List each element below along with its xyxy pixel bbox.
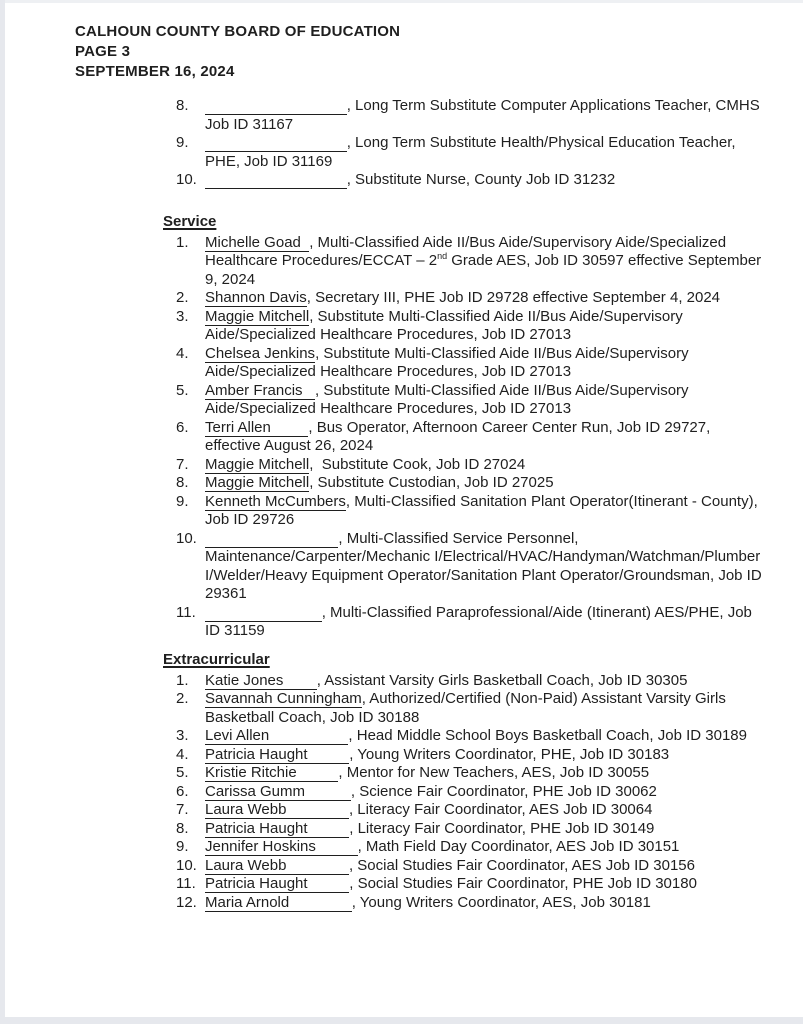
item-description: , Young Writers Coordinator, PHE, Job ID 30183 <box>349 745 670 763</box>
scan-edge-left <box>0 0 5 1024</box>
item-number: 12. <box>176 893 197 911</box>
item-text <box>205 474 762 493</box>
document-body <box>75 22 765 912</box>
person-name: Maria Arnold <box>205 893 352 911</box>
item-description: , Multi-Classified Paraprofessional/Aide (Itinerant) AES/PHE, Job ID 31159 <box>205 603 752 639</box>
item-description: , Multi-Classified Sanitation Plant Operator(Itinerant - County), Job ID 29726 <box>205 492 758 528</box>
ordinal-superscript: nd <box>437 251 448 261</box>
item-description: , Substitute Multi-Classified Aide II/Bus Aide/Supervisory Aide/Specialized Healthcare Procedures, Job ID 27013 <box>205 381 689 417</box>
item-description: , Young Writers Coordinator, AES, Job 30181 <box>351 893 651 911</box>
item-description: , Multi-Classified Aide II/Bus Aide/Supervisory Aide/Specialized Healthcare Procedures/ECCAT – 2 <box>205 233 727 269</box>
item-description: , Long Term Substitute Health/Physical Education Teacher, PHE, Job ID 31169 <box>205 134 736 170</box>
meeting-date: SEPTEMBER 16, 2024 <box>75 63 235 80</box>
item-text <box>205 783 762 802</box>
item-text <box>205 134 762 171</box>
item-description: , Literacy Fair Coordinator, PHE Job ID 30149 <box>349 819 655 837</box>
item-text <box>205 672 762 691</box>
list-item <box>176 783 762 802</box>
item-text <box>205 875 762 894</box>
list-item <box>176 308 762 345</box>
list-item <box>176 171 762 190</box>
item-number: 9. <box>176 134 189 151</box>
item-number: 11. <box>176 875 196 892</box>
person-name: Terri Allen <box>205 418 309 436</box>
list-item <box>176 289 762 308</box>
item-description: , Authorized/Certified (Non-Paid) Assistant Varsity Girls Basketball Coach, Job ID 30188 <box>205 690 726 726</box>
item-text <box>205 308 762 345</box>
blank-name-line <box>205 171 347 189</box>
item-description: , Mentor for New Teachers, AES, Job ID 30055 <box>338 764 650 781</box>
person-name: Shannon Davis <box>205 289 307 306</box>
person-name: Patricia Haught <box>205 745 350 763</box>
item-text <box>205 419 762 456</box>
item-text <box>205 727 762 746</box>
document-header <box>75 22 765 82</box>
item-number: 11. <box>176 603 196 621</box>
person-name: Maggie Mitchell <box>205 455 310 473</box>
item-number: 10. <box>176 529 197 547</box>
item-number: 1. <box>176 233 189 251</box>
item-text <box>205 456 762 475</box>
scan-edge-bottom <box>0 1017 803 1024</box>
item-number: 3. <box>176 727 189 744</box>
person-name: Maggie Mitchell <box>205 474 310 491</box>
person-name: Kristie Ritchie <box>205 764 339 781</box>
service-list <box>176 234 762 641</box>
list-item <box>176 727 762 746</box>
person-name: Jennifer Hoskins <box>205 838 358 855</box>
list-item <box>176 134 762 171</box>
list-item <box>176 419 762 456</box>
list-item <box>176 746 762 765</box>
item-number: 8. <box>176 97 189 114</box>
page-number: PAGE 3 <box>75 43 131 60</box>
item-number: 6. <box>176 418 189 436</box>
item-text <box>205 382 762 419</box>
item-text <box>205 746 762 765</box>
item-text <box>205 690 762 727</box>
person-name: Laura Webb <box>205 801 349 818</box>
scan-edge-top <box>0 0 803 3</box>
person-name: Michelle Goad <box>205 233 310 251</box>
person-name: Patricia Haught <box>205 875 350 892</box>
item-description: , Bus Operator, Afternoon Career Center Run, Job ID 29727, effective August 26, 2024 <box>205 418 711 454</box>
person-name: Patricia Haught <box>205 819 350 837</box>
item-text <box>205 604 762 641</box>
blank-name-line <box>205 134 347 152</box>
item-description: , Long Term Substitute Computer Applications Teacher, CMHS Job ID 31167 <box>205 97 760 133</box>
item-number: 5. <box>176 764 189 781</box>
section-heading-extracurricular: Extracurricular <box>163 650 270 668</box>
person-name: Carissa Gumm <box>205 782 351 800</box>
item-description: , Substitute Multi-Classified Aide II/Bus Aide/Supervisory Aide/Specialized Healthcare Procedures, Job ID 27013 <box>205 344 689 380</box>
list-item <box>176 875 762 894</box>
item-text <box>205 171 762 190</box>
list-item <box>176 97 762 134</box>
person-name: Savannah Cunningham <box>205 690 362 707</box>
item-text <box>205 857 762 876</box>
item-description: , Substitute Cook, Job ID 27024 <box>309 455 526 473</box>
list-item <box>176 474 762 493</box>
item-number: 2. <box>176 690 189 707</box>
item-number: 9. <box>176 838 189 855</box>
item-description: , Social Studies Fair Coordinator, AES Job ID 30156 <box>348 856 695 874</box>
person-name: Katie Jones <box>205 671 317 689</box>
item-text <box>205 345 762 382</box>
item-number: 9. <box>176 492 189 510</box>
list-item <box>176 456 762 475</box>
item-description: , Substitute Multi-Classified Aide II/Bus Aide/Supervisory Aide/Specialized Healthcare Procedures, Job ID 27013 <box>205 307 683 343</box>
list-item <box>176 801 762 820</box>
extracurricular-list <box>176 672 762 913</box>
blank-name-line <box>205 530 338 548</box>
item-number: 4. <box>176 745 189 763</box>
item-text <box>205 894 762 913</box>
item-number: 6. <box>176 782 189 800</box>
person-name: Amber Francis <box>205 381 316 399</box>
item-description: , Head Middle School Boys Basketball Coach, Job ID 30189 <box>348 727 747 744</box>
item-number: 3. <box>176 307 189 325</box>
item-number: 4. <box>176 344 189 362</box>
personnel-list-continued <box>176 97 762 190</box>
list-item <box>176 345 762 382</box>
list-item <box>176 382 762 419</box>
item-number: 8. <box>176 474 189 491</box>
list-item <box>176 894 762 913</box>
item-description: , Secretary III, PHE Job ID 29728 effective September 4, 2024 <box>306 289 721 306</box>
item-text <box>205 801 762 820</box>
person-name: Levi Allen <box>205 727 349 744</box>
item-description: , Math Field Day Coordinator, AES Job ID 30151 <box>357 838 680 855</box>
item-number: 10. <box>176 171 197 188</box>
item-number: 2. <box>176 289 189 306</box>
org-title: CALHOUN COUNTY BOARD OF EDUCATION <box>75 23 401 40</box>
section-heading-service: Service <box>163 212 217 230</box>
list-item <box>176 764 762 783</box>
item-description: , Social Studies Fair Coordinator, PHE Job ID 30180 <box>349 875 697 892</box>
item-text <box>205 838 762 857</box>
blank-name-line <box>205 97 347 115</box>
item-text <box>205 97 762 134</box>
list-item <box>176 493 762 530</box>
item-description: , Assistant Varsity Girls Basketball Coach, Job ID 30305 <box>316 671 688 689</box>
item-description: , Substitute Custodian, Job ID 27025 <box>309 474 554 491</box>
item-text <box>205 820 762 839</box>
item-text <box>205 493 762 530</box>
person-name: Laura Webb <box>205 856 349 874</box>
item-description-cont: Grade AES, Job ID 30597 effective September 9, 2024 <box>205 252 762 288</box>
list-item <box>176 234 762 290</box>
person-name: Maggie Mitchell <box>205 307 310 325</box>
item-description: , Substitute Nurse, County Job ID 31232 <box>346 171 616 188</box>
list-item <box>176 690 762 727</box>
list-item <box>176 530 762 604</box>
item-number: 1. <box>176 671 189 689</box>
list-item <box>176 672 762 691</box>
item-number: 5. <box>176 381 189 399</box>
item-number: 7. <box>176 455 189 473</box>
person-name: Kenneth McCumbers <box>205 492 346 510</box>
list-item <box>176 604 762 641</box>
item-text <box>205 234 762 290</box>
blank-name-line <box>205 604 322 622</box>
item-description: , Multi-Classified Service Personnel, Maintenance/Carpenter/Mechanic I/Electrical/HVAC/Handyman/Watchman/Plumber I/Welder/Heavy Equipment Operator/Sanitation Plant Operator/Groundsman, Job ID 29361 <box>205 529 762 602</box>
item-text <box>205 530 762 604</box>
item-number: 10. <box>176 856 197 874</box>
item-text <box>205 764 762 783</box>
item-description: , Science Fair Coordinator, PHE Job ID 30062 <box>350 782 657 800</box>
list-item <box>176 820 762 839</box>
item-number: 7. <box>176 801 189 818</box>
person-name: Chelsea Jenkins <box>205 344 316 362</box>
item-text <box>205 289 762 308</box>
list-item <box>176 838 762 857</box>
item-number: 8. <box>176 819 189 837</box>
item-description: , Literacy Fair Coordinator, AES Job ID 30064 <box>348 801 653 818</box>
list-item <box>176 857 762 876</box>
